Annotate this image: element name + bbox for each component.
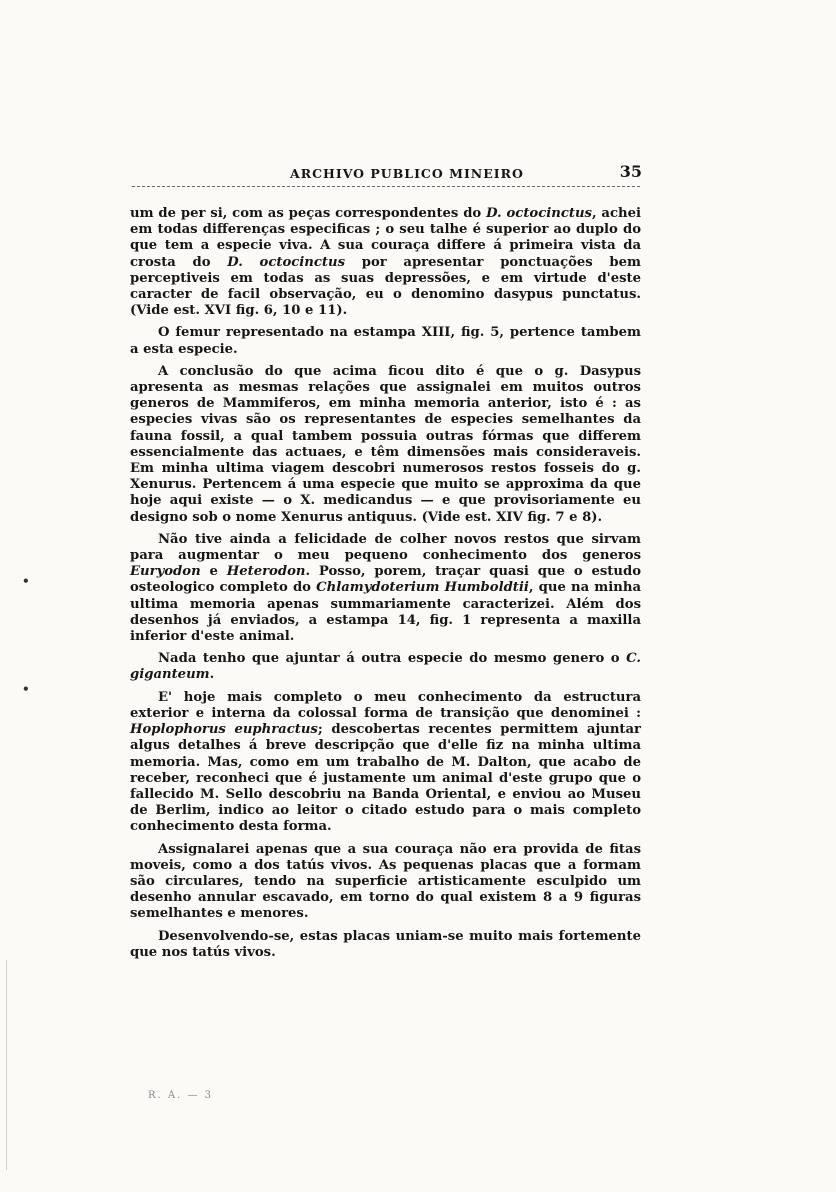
paragraph-3: [130, 364, 641, 526]
italic-term: Heterodon: [226, 564, 306, 580]
page-edge-line: [6, 960, 7, 1170]
text-run: O femur representado na estampa XIII, fig. 5, pertence tambem a esta especie.: [130, 325, 641, 357]
text-run: e: [200, 564, 227, 580]
text-run: por apresentar ponctuações bem perceptiveis em todas as suas depressões, e em virtude d'este caracter de facil observação, eu o denomino dasypus punctatus. (Vide est. XVI fig. 6, 10 e 11).: [130, 254, 641, 319]
text-run: . Posso, porem, traçar quasi que o estudo osteologico completo do: [130, 564, 642, 596]
text-run: Desenvolvendo-se, estas placas uniam-se muito mais fortemente que nos tatús vivos.: [130, 928, 641, 960]
body-text: [130, 206, 641, 967]
running-title: ARCHIVO PUBLICO MINEIRO: [290, 166, 524, 181]
margin-mark: •: [22, 574, 30, 588]
text-run: um de per si, com as peças correspondentes do: [130, 206, 487, 221]
margin-mark: •: [22, 682, 30, 696]
italic-term: C. giganteum: [130, 651, 641, 683]
paragraph-4: [130, 532, 641, 645]
paragraph-1: [130, 206, 641, 319]
text-run: A conclusão do que acima ficou dito é que o g. Dasypus apresenta as mesmas relações que assignalei em muitos outros generos de Mammiferos, em minha memoria anterior, isto é : as especies vivas são os representantes de especies semelhantes da fauna fossil, a qual tambem possuia outras fórmas que differem essencialmente das actuaes, e têm dimensões mais consideraveis. Em minha ultima viagem descobri numerosos restos fosseis do g. Xenurus. Pertencem á uma especie que muito se approxima da que hoje aqui existe — o X. medicandus — e que provisoriamente eu designo sob o nome Xenurus antiquus. (Vide est. XIV fig. 7 e 8).: [130, 363, 641, 525]
italic-term: Hoplophorus euphractus: [130, 722, 318, 738]
italic-term: Euryodon: [130, 564, 201, 580]
page-number: 35: [619, 162, 642, 181]
italic-term: Chlamydoterium Humboldtii: [316, 580, 529, 596]
signature-mark: R. A. — 3: [148, 1090, 214, 1101]
italic-term: D. octocinctus: [227, 254, 346, 270]
header-rule: [132, 186, 640, 187]
page-header: [130, 162, 642, 184]
paragraph-5: [130, 651, 641, 683]
text-run: E' hoje mais completo o meu conhecimento da estructura exterior e interna da colossal forma de transição que denominei :: [130, 689, 641, 721]
paragraph-6: [130, 690, 641, 836]
text-run: Assignalarei apenas que a sua couraça não era provida de fitas moveis, como a dos tatús vivos. As pequenas placas que a formam são circulares, tendo na superficie artisticamente esculpido um desenho annular escavado, em torno do qual existem 8 a 9 figuras semelhantes e menores.: [130, 841, 641, 922]
text-run: .: [209, 667, 215, 683]
italic-term: D. octocinctus: [486, 206, 592, 221]
text-run: Não tive ainda a felicidade de colher novos restos que sirvam para augmentar o meu pequeno conhecimento dos generos: [130, 531, 641, 564]
text-run: , que na minha ultima memoria apenas summariamente caracterizei. Além dos desenhos já enviados, a estampa 14, fig. 1 representa a maxilla inferior d'este animal.: [130, 580, 641, 645]
text-run: , achei em todas differenças especificas ; o seu talhe é superior ao duplo do que tem a especie viva. A sua couraça differe á primeira vista da crosta do: [130, 206, 641, 270]
text-run: ; descobertas recentes permittem ajuntar algus detalhes á breve descripção que d'elle fiz na minha ultima memoria. Mas, como em um trabalho de M. Dalton, que acabo de receber, reconheci que é justamente um animal d'este grupo que o fallecido M. Sello descobriu na Banda Oriental, e enviou ao Museu de Berlim, indico ao leitor o citado estudo para o mais completo conhecimento desta forma.: [130, 722, 642, 835]
paragraph-2: [130, 325, 641, 357]
paragraph-7: [130, 842, 641, 923]
text-run: Nada tenho que ajuntar á outra especie do mesmo genero o: [158, 651, 627, 667]
paragraph-8: [130, 929, 641, 961]
